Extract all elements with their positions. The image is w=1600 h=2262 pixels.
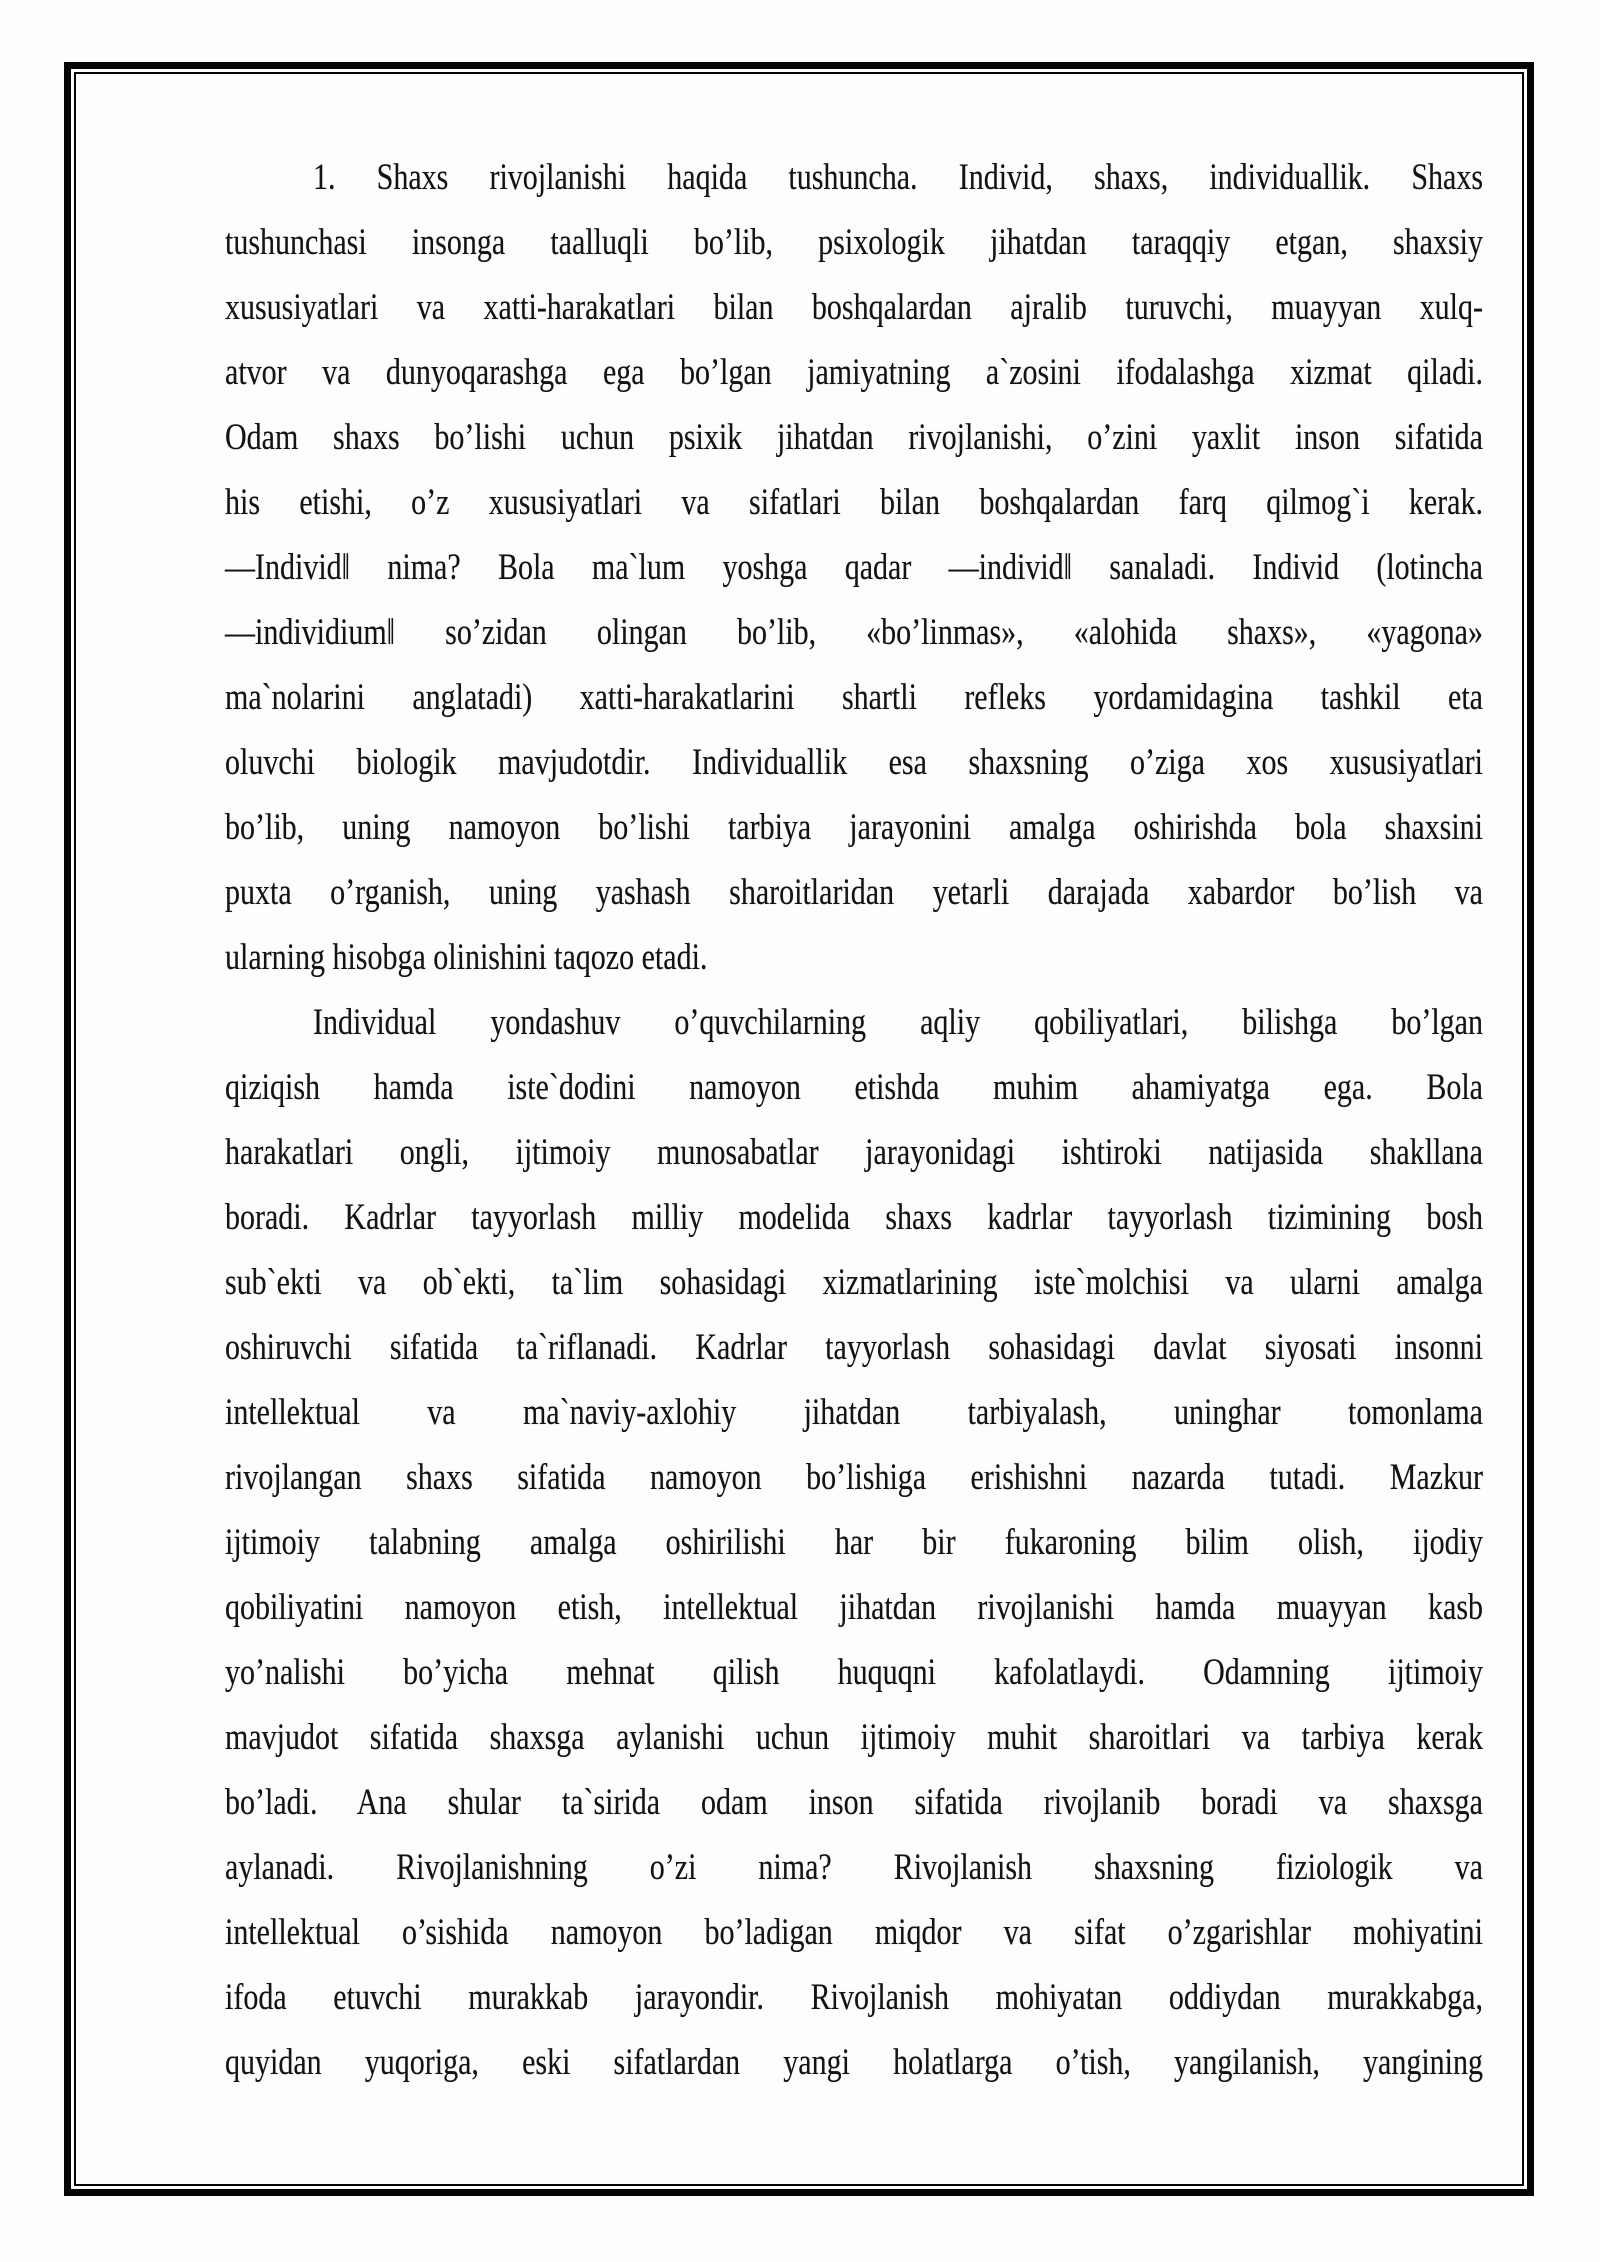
text-line: Individual yondashuv o’quvchilarning aqliy qobiliyatlari, bilishga bo’lgan	[313, 1001, 1483, 1043]
text-line: oshiruvchi sifatida ta`riflanadi. Kadrlar tayyorlash sohasidagi davlat siyosati insonni	[225, 1326, 1483, 1368]
text-line: —individium‖ so’zidan olingan bo’lib, «bo’linmas», «alohida shaxs», «yagona»	[225, 611, 1483, 653]
text-line: quyidan yuqoriga, eski sifatlardan yangi holatlarga o’tish, yangilanish, yangining	[225, 2041, 1483, 2083]
text-line: puxta o’rganish, uning yashash sharoitlaridan yetarli darajada xabardor bo’lish va	[225, 871, 1483, 913]
text-line: Odam shaxs bo’lishi uchun psixik jihatdan rivojlanishi, o’zini yaxlit inson sifatida	[225, 416, 1483, 458]
text-line: intellektual o’sishida namoyon bo’ladigan miqdor va sifat o’zgarishlar mohiyatini	[225, 1911, 1483, 1953]
text-line: ularning hisobga olinishini taqozo etadi.	[225, 936, 708, 978]
text-line: harakatlari ongli, ijtimoiy munosabatlar jarayonidagi ishtiroki natijasida shakllana	[225, 1131, 1483, 1173]
text-line: ifoda etuvchi murakkab jarayondir. Rivojlanish mohiyatan oddiydan murakkabga,	[225, 1976, 1483, 2018]
text-line: aylanadi. Rivojlanishning o’zi nima? Rivojlanish shaxsning fiziologik va	[225, 1846, 1483, 1888]
text-line: yo’nalishi bo’yicha mehnat qilish huquqni kafolatlaydi. Odamning ijtimoiy	[225, 1651, 1483, 1693]
text-line: his etishi, o’z xususiyatlari va sifatlari bilan boshqalardan farq qilmog`i kerak.	[225, 481, 1483, 523]
text-line: atvor va dunyoqarashga ega bo’lgan jamiyatning a`zosini ifodalashga xizmat qiladi.	[225, 351, 1483, 393]
text-line: ma`nolarini anglatadi) xatti-harakatlarini shartli refleks yordamidagina tashkil eta	[225, 676, 1483, 718]
text-line: bo’ladi. Ana shular ta`sirida odam inson sifatida rivojlanib boradi va shaxsga	[225, 1781, 1483, 1823]
text-line: sub`ekti va ob`ekti, ta`lim sohasidagi xizmatlarining iste`molchisi va ularni amalga	[225, 1261, 1483, 1303]
text-line: oluvchi biologik mavjudotdir. Individuallik esa shaxsning o’ziga xos xususiyatlari	[225, 741, 1483, 783]
text-line: mavjudot sifatida shaxsga aylanishi uchun ijtimoiy muhit sharoitlari va tarbiya kerak	[225, 1716, 1483, 1758]
text-line: xususiyatlari va xatti-harakatlari bilan boshqalardan ajralib turuvchi, muayyan xulq-	[225, 286, 1483, 328]
text-line: boradi. Kadrlar tayyorlash milliy modelida shaxs kadrlar tayyorlash tizimining bosh	[225, 1196, 1483, 1238]
text-line: ijtimoiy talabning amalga oshirilishi har bir fukaroning bilim olish, ijodiy	[225, 1521, 1483, 1563]
text-line: tushunchasi insonga taalluqli bo’lib, psixologik jihatdan taraqqiy etgan, shaxsiy	[225, 221, 1483, 263]
text-line: 1. Shaxs rivojlanishi haqida tushuncha. Individ, shaxs, individuallik. Shaxs	[313, 156, 1483, 198]
document-text	[225, 145, 1483, 2095]
text-line: intellektual va ma`naviy-axlohiy jihatdan tarbiyalash, uninghar tomonlama	[225, 1391, 1483, 1433]
text-line: rivojlangan shaxs sifatida namoyon bo’lishiga erishishni nazarda tutadi. Mazkur	[225, 1456, 1483, 1498]
text-line: qiziqish hamda iste`dodini namoyon etishda muhim ahamiyatga ega. Bola	[225, 1066, 1483, 1108]
text-line: —Individ‖ nima? Bola ma`lum yoshga qadar —individ‖ sanaladi. Individ (lotincha	[225, 546, 1483, 588]
text-line: bo’lib, uning namoyon bo’lishi tarbiya jarayonini amalga oshirishda bola shaxsini	[225, 806, 1483, 848]
text-line: qobiliyatini namoyon etish, intellektual jihatdan rivojlanishi hamda muayyan kasb	[225, 1586, 1483, 1628]
